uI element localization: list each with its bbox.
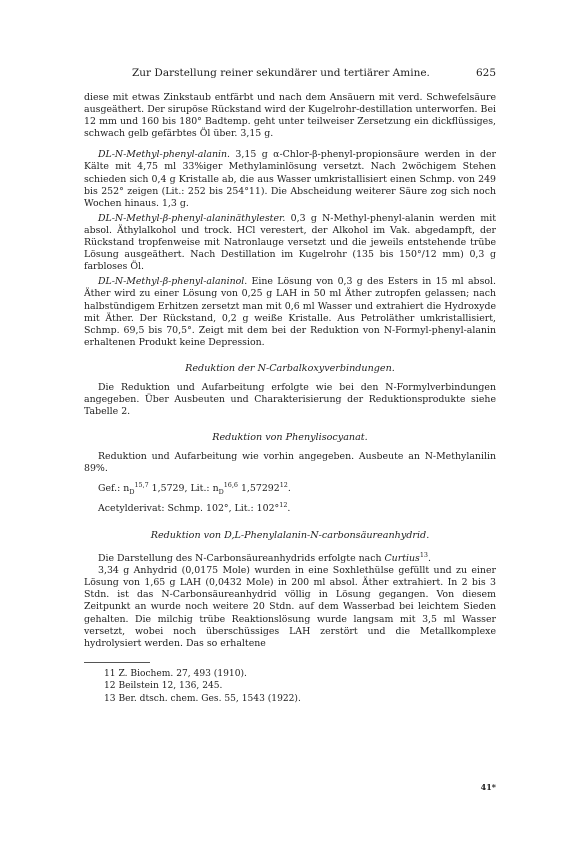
paragraph-text: Eine Lösung von 0,3 g des Esters in 15 ml absol. Äther wird zu einer Lösung von 0,25 g LAH in 50 ml Äther zutropfen gelassen; nach halbstündigem Erhitzen zersetzt man mit 0,6 ml Wasser und extrahiert die Hydroxyde mit Äther. Der Rückstand, 0,2 g weiße Kristalle. Aus Petroläther umkristallisiert, Schmp. 69,5 bis 70,5°. Zeigt mit dem bei der Reduktion von N-Formyl-phenyl-alanin erhaltenen Produkt keine Depression. <box>84 276 496 348</box>
section-heading-isocyanat: Reduktion von Phenylisocyanat. <box>212 432 368 444</box>
refractive-index-line: Gef.: $n_D^{15,7}$ 1,5729, Lit.: $n_D^{16,6}$ 1,57292$^{12}$. <box>98 480 291 496</box>
footnotes <box>84 669 496 706</box>
paragraph-alaninol <box>84 276 496 349</box>
paragraph-carbalkoxy: Die Reduktion und Aufarbeitung erfolgte wie bei den N-Formylverbindungen angegeben. Über Ausbeuten und Charakterisierung der Reduktionsprodukte siehe Tabelle 2. <box>84 381 496 418</box>
paragraph-anhydrid-procedure: 3,34 g Anhydrid (0,0175 Mole) wurden in eine Soxhlethülse gefüllt und zu einer Lösung von 1,65 g LAH (0,0432 Mole) in 200 ml absol. Äther extrahiert. In 2 bis 3 Stdn. ist das N-Carbonsäureanhydrid völlig in Lösung gegangen. Von diesem Zeitpunkt an wurde noch weitere 20 Stdn. auf dem Wasserbad bei leichtem Sieden gehalten. Die milchig trübe Reaktionslösung wurde langsam mit 3,5 ml Wasser versetzt, wobei noch überschüssiges LAH zerstört und die Metallkomplexe hydrolysiert werden. Das so erhaltene <box>84 565 496 649</box>
running-title: Zur Darstellung reiner sekundärer und tertiärer Amine. <box>132 67 430 79</box>
paragraph-anhydrid-intro: Die Darstellung des N-Carbonsäureanhydrids erfolgte nach Curtius$^{13}$. <box>98 550 431 565</box>
footnote: 12 Beilstein 12, 136, 245. <box>104 681 223 692</box>
main-text <box>84 92 496 707</box>
paragraph-alaninaethylester <box>84 213 496 273</box>
paragraph-continuation: diese mit etwas Zinkstaub entfärbt und nach dem Ansäuern mit verd. Schwefelsäure ausgeäthert. Der sirupöse Rückstand wird der Kugelrohr-destillation unterworfen. Bei 12 mm und 160 bis 180° Badtemp. geht unter teilweiser Zersetzung ein dickflüssiges, schwach gelb gefärbtes Öl über. 3,15 g. <box>84 92 496 140</box>
running-header <box>84 67 496 83</box>
paragraph-isocyanat: Reduktion und Aufarbeitung wie vorhin angegeben. Ausbeute an N-Methylanilin 89%. <box>84 451 496 475</box>
compound-title: DL-N-Methyl-β-phenyl-alaninol. <box>98 276 248 288</box>
footnote-separator <box>84 662 150 663</box>
section-heading-anhydrid: Reduktion von D,L-Phenylalanin-N-carbonsäureanhydrid. <box>150 529 430 541</box>
paragraph-text: 0,3 g N-Methyl-phenyl-alanin werden mit absol. Äthylalkohol und trock. HCl verestert, der Alkohol im Vak. abgedampft, der Rückstand tropfenweise mit Natronlauge versetzt und die jeweils entstehende trübe Lösung ausgeäthert. Nach Destillation im Kugelrohr (135 bis 150°/12 mm) 0,3 g farbloses Öl. <box>84 212 496 273</box>
footnote: 11 Z. Biochem. 27, 493 (1910). <box>104 668 247 679</box>
paragraph-methyl-phenyl-alanin <box>84 149 496 209</box>
page-number: 625 <box>475 67 496 79</box>
paragraph-text: 3,15 g α-Chlor-β-phenyl-propionsäure werden in der Kälte mit 4,75 ml 33%iger Methylaminlösung versetzt. Nach 2wöchigem Stehen schieden sich 0,4 g Kristalle ab, die aus Wasser umkristallisiert einen Schmp. von 249 bis 252° zeigen (Lit.: 252 bis 254°11). Die Abscheidung weiterer Säure zog sich noch Wochen hinaus. 1,3 g. <box>84 149 496 209</box>
compound-title: DL-N-Methyl-β-phenyl-alaninäthylester. <box>98 212 286 224</box>
section-heading-carbalkoxy: Reduktion der N-Carbalkoxyverbindungen. <box>185 362 395 374</box>
acetyl-line: Acetylderivat: Schmp. 102°, Lit.: 102°$^{12}$. <box>98 500 291 514</box>
footnote: 13 Ber. dtsch. chem. Ges. 55, 1543 (1922). <box>104 694 301 704</box>
compound-title: DL-N-Methyl-phenyl-alanin. <box>98 149 231 161</box>
signature-mark: 41* <box>480 782 496 792</box>
